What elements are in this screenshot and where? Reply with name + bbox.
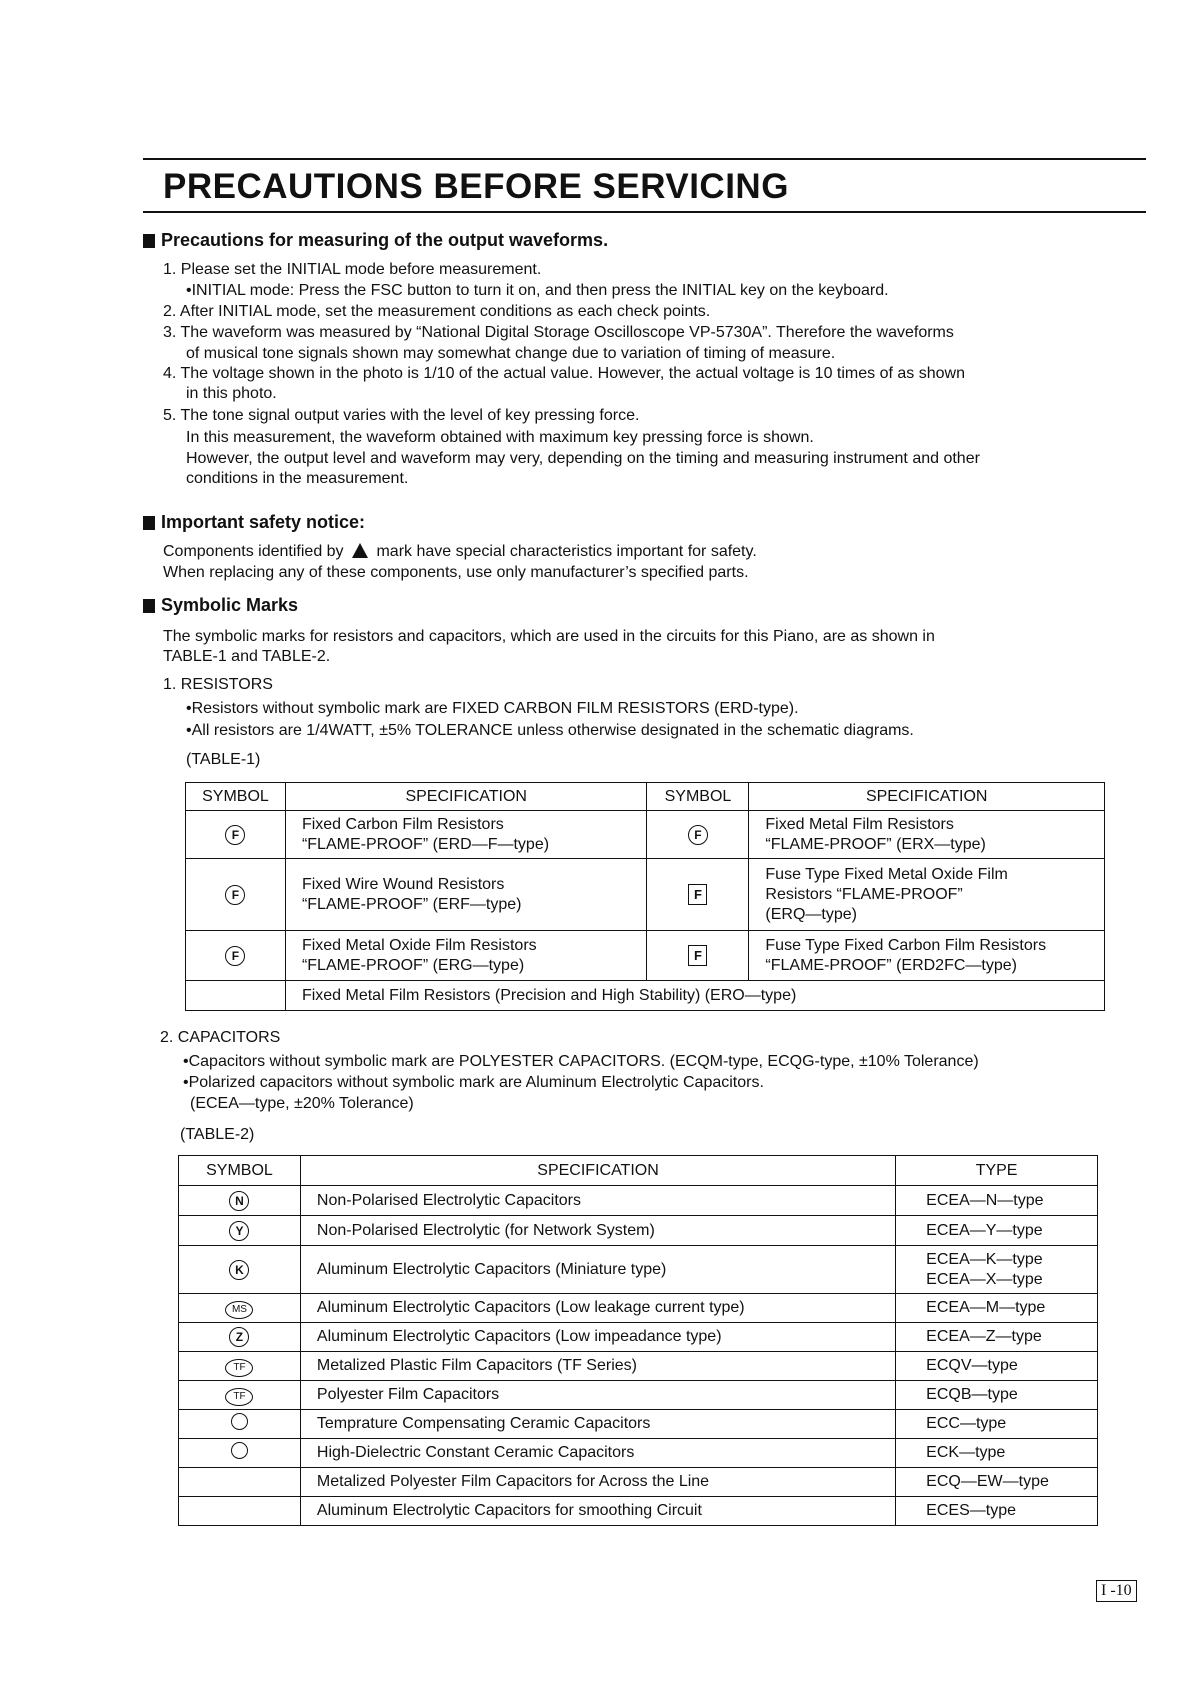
- table-header-row: [186, 783, 1105, 811]
- waveform-line-6: 4. The voltage shown in the photo is 1/10 of the actual value. However, the actual voltage is 10 times of as shown: [163, 365, 965, 382]
- symbol-cell: [186, 859, 286, 931]
- spec-cell: Aluminum Electrolytic Capacitors (Low impeadance type): [300, 1323, 895, 1352]
- waveform-line-8: 5. The tone signal output varies with the level of key pressing force.: [163, 407, 640, 424]
- symbol-cell: [179, 1381, 301, 1410]
- circled-f-icon: F: [225, 825, 245, 845]
- table-row: [186, 931, 1105, 981]
- section-waveforms-heading: [143, 230, 608, 251]
- spec-line: (ERQ—type): [765, 905, 857, 923]
- waveform-line-1: 1. Please set the INITIAL mode before measurement.: [163, 261, 542, 278]
- type-cell: ECEA—M—type: [896, 1294, 1098, 1323]
- table-row: [179, 1216, 1098, 1246]
- table-row: [179, 1381, 1098, 1410]
- spec-cell: [285, 811, 647, 859]
- bullet-square-icon: [143, 234, 155, 248]
- table-row: [186, 811, 1105, 859]
- circle-icon: [231, 1442, 248, 1459]
- spec-line: Fixed Metal Oxide Film Resistors: [301, 936, 537, 954]
- table-row: [186, 859, 1105, 931]
- table-row: [179, 1352, 1098, 1381]
- waveform-line-5: of musical tone signals shown may somewhat change due to variation of timing of measure.: [186, 345, 836, 362]
- section-heading-text: Symbolic Marks: [161, 595, 299, 615]
- type-line: ECEA—X—type: [926, 1270, 1043, 1288]
- spec-cell: Non-Polarised Electrolytic Capacitors: [300, 1186, 895, 1216]
- circled-z-icon: Z: [229, 1327, 249, 1347]
- safety-line-1-pre: Components identified by: [163, 543, 344, 560]
- waveform-line-2: •INITIAL mode: Press the FSC button to turn it on, and then press the INITIAL key on the keyboard.: [186, 282, 889, 299]
- spec-line: “FLAME-PROOF” (ERF—type): [301, 895, 522, 913]
- table-header-row: [179, 1156, 1098, 1186]
- section-safety-heading: [143, 512, 365, 533]
- header-specification: SPECIFICATION: [749, 783, 1105, 811]
- spec-line: Fixed Carbon Film Resistors: [301, 815, 504, 833]
- spec-line: Fuse Type Fixed Metal Oxide Film: [765, 865, 1008, 883]
- bullet-square-icon: [143, 516, 155, 530]
- circled-k-icon: K: [229, 1260, 249, 1280]
- spec-cell: [749, 931, 1105, 981]
- safety-line-1-post: mark have special characteristics important for safety.: [376, 543, 757, 560]
- top-rule: [143, 158, 1146, 160]
- title-underline: [143, 211, 1146, 213]
- symbol-cell: [186, 931, 286, 981]
- circled-tf-icon: TF: [225, 1388, 253, 1406]
- table-row: [179, 1246, 1098, 1294]
- circle-icon: [231, 1413, 248, 1430]
- capacitor-table: [178, 1155, 1098, 1526]
- symbol-cell: [647, 931, 749, 981]
- symbol-cell: [179, 1186, 301, 1216]
- section-heading-text: Precautions for measuring of the output waveforms.: [161, 230, 609, 250]
- type-cell: [896, 1246, 1098, 1294]
- spec-line: “FLAME-PROOF” (ERD2FC—type): [765, 956, 1017, 974]
- circled-f-icon: F: [688, 825, 708, 845]
- resistors-bullet-2: •All resistors are 1/4WATT, ±5% TOLERANCE unless otherwise designated in the schematic diagrams.: [186, 722, 914, 739]
- waveform-line-11: conditions in the measurement.: [186, 470, 409, 487]
- header-symbol: SYMBOL: [179, 1156, 301, 1186]
- table-row: [186, 981, 1105, 1011]
- resistors-bullet-1: •Resistors without symbolic mark are FIXED CARBON FILM RESISTORS (ERD-type).: [186, 700, 799, 717]
- spec-cell: Fixed Metal Film Resistors (Precision and High Stability) (ERO—type): [285, 981, 1104, 1011]
- spec-cell: Temprature Compensating Ceramic Capacitors: [300, 1410, 895, 1439]
- spec-line: Resistors “FLAME-PROOF”: [765, 885, 963, 903]
- table-row: [179, 1294, 1098, 1323]
- spec-line: “FLAME-PROOF” (ERX—type): [765, 835, 986, 853]
- symbol-cell: [179, 1468, 301, 1497]
- header-symbol: SYMBOL: [647, 783, 749, 811]
- waveform-line-4: 3. The waveform was measured by “National Digital Storage Oscilloscope VP-5730A”. Therefore the waveforms: [163, 324, 954, 341]
- header-type: TYPE: [896, 1156, 1098, 1186]
- symbol-cell: [186, 811, 286, 859]
- spec-cell: Metalized Polyester Film Capacitors for Across the Line: [300, 1468, 895, 1497]
- capacitors-bullet-3: (ECEA—type, ±20% Tolerance): [190, 1095, 414, 1112]
- spec-cell: Aluminum Electrolytic Capacitors (Miniature type): [300, 1246, 895, 1294]
- boxed-f-icon: F: [688, 945, 707, 966]
- spec-line: Fixed Wire Wound Resistors: [301, 875, 505, 893]
- header-specification: SPECIFICATION: [300, 1156, 895, 1186]
- spec-cell: Aluminum Electrolytic Capacitors (Low leakage current type): [300, 1294, 895, 1323]
- waveform-line-10: However, the output level and waveform may very, depending on the timing and measuring instrument and other: [186, 450, 980, 467]
- symbol-cell: [179, 1439, 301, 1468]
- symbol-cell: [647, 859, 749, 931]
- circled-n-icon: N: [229, 1191, 249, 1211]
- resistor-table: [185, 782, 1105, 1011]
- header-specification: SPECIFICATION: [285, 783, 647, 811]
- page-title: PRECAUTIONS BEFORE SERVICING: [163, 167, 789, 206]
- spec-cell: Non-Polarised Electrolytic (for Network System): [300, 1216, 895, 1246]
- capacitors-bullet-1: •Capacitors without symbolic mark are POLYESTER CAPACITORS. (ECQM-type, ECQG-type, ±10% Tolerance): [183, 1053, 979, 1070]
- symbol-cell: [186, 981, 286, 1011]
- symbol-cell: [647, 811, 749, 859]
- type-cell: ECES—type: [896, 1497, 1098, 1526]
- table-row: [179, 1497, 1098, 1526]
- spec-cell: Polyester Film Capacitors: [300, 1381, 895, 1410]
- spec-cell: [749, 811, 1105, 859]
- page-number: I -10: [1096, 1580, 1137, 1602]
- section-heading-text: Important safety notice:: [161, 512, 366, 532]
- circled-f-icon: F: [225, 885, 245, 905]
- table-row: [179, 1323, 1098, 1352]
- boxed-f-icon: F: [688, 884, 707, 905]
- bullet-square-icon: [143, 599, 155, 613]
- spec-line: “FLAME-PROOF” (ERD—F—type): [301, 835, 550, 853]
- header-symbol: SYMBOL: [186, 783, 286, 811]
- symbol-cell: [179, 1246, 301, 1294]
- circled-tf-icon: TF: [225, 1359, 253, 1377]
- type-cell: ECK—type: [896, 1439, 1098, 1468]
- table-row: [179, 1439, 1098, 1468]
- symbol-cell: [179, 1352, 301, 1381]
- circled-f-icon: F: [225, 946, 245, 966]
- spec-cell: [285, 931, 647, 981]
- capacitors-bullet-2: •Polarized capacitors without symbolic mark are Aluminum Electrolytic Capacitors.: [183, 1074, 764, 1091]
- spec-cell: High-Dielectric Constant Ceramic Capacitors: [300, 1439, 895, 1468]
- spec-line: “FLAME-PROOF” (ERG—type): [301, 956, 525, 974]
- spec-cell: [749, 859, 1105, 931]
- table-row: [179, 1410, 1098, 1439]
- symbol-cell: [179, 1216, 301, 1246]
- table1-label: (TABLE-1): [186, 751, 261, 768]
- waveform-line-9: In this measurement, the waveform obtained with maximum key pressing force is shown.: [186, 429, 814, 446]
- safety-line-2: When replacing any of these components, use only manufacturer’s specified parts.: [163, 564, 749, 581]
- spec-cell: Aluminum Electrolytic Capacitors for smoothing Circuit: [300, 1497, 895, 1526]
- type-cell: ECEA—Z—type: [896, 1323, 1098, 1352]
- symbol-cell: [179, 1323, 301, 1352]
- symbol-cell: [179, 1497, 301, 1526]
- safety-line-1: [163, 541, 757, 562]
- symbolic-intro-1: The symbolic marks for resistors and capacitors, which are used in the circuits for this Piano, are as shown in: [163, 628, 935, 645]
- circled-ms-icon: MS: [225, 1301, 253, 1319]
- warning-triangle-icon: [352, 543, 368, 558]
- table-row: [179, 1468, 1098, 1497]
- table-row: [179, 1186, 1098, 1216]
- type-cell: ECQ—EW—type: [896, 1468, 1098, 1497]
- spec-line: Fixed Metal Film Resistors: [765, 815, 954, 833]
- spec-cell: [285, 859, 647, 931]
- type-cell: ECEA—N—type: [896, 1186, 1098, 1216]
- resistors-title: 1. RESISTORS: [163, 676, 273, 693]
- table2-label: (TABLE-2): [180, 1126, 255, 1143]
- type-cell: ECEA—Y—type: [896, 1216, 1098, 1246]
- section-symbolic-heading: [143, 595, 298, 616]
- type-cell: ECC—type: [896, 1410, 1098, 1439]
- circled-y-icon: Y: [229, 1221, 249, 1241]
- symbolic-intro-2: TABLE-1 and TABLE-2.: [163, 648, 331, 665]
- waveform-line-7: in this photo.: [186, 385, 277, 402]
- type-cell: ECQB—type: [896, 1381, 1098, 1410]
- waveform-line-3: 2. After INITIAL mode, set the measurement conditions as each check points.: [163, 303, 711, 320]
- spec-cell: Metalized Plastic Film Capacitors (TF Series): [300, 1352, 895, 1381]
- spec-line: Fuse Type Fixed Carbon Film Resistors: [765, 936, 1047, 954]
- symbol-cell: [179, 1410, 301, 1439]
- type-line: ECEA—K—type: [926, 1250, 1043, 1268]
- type-cell: ECQV—type: [896, 1352, 1098, 1381]
- capacitors-title: 2. CAPACITORS: [160, 1029, 281, 1046]
- symbol-cell: [179, 1294, 301, 1323]
